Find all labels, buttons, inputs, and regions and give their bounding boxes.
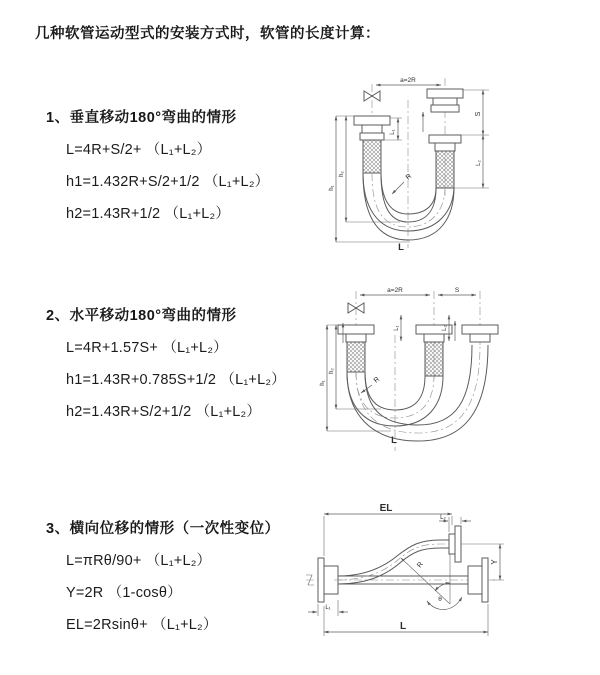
dim-label-r: R xyxy=(416,560,425,570)
dim-label-el: EL xyxy=(379,503,393,514)
formula-line: h2=1.43R+1/2 （L₁+L₂） xyxy=(66,206,231,222)
flange-fitting-left xyxy=(354,116,390,173)
dim-label-l2: L₂ xyxy=(440,515,446,521)
dim-label-r: R xyxy=(372,375,382,385)
dim-label-l: L xyxy=(399,621,407,632)
braided-hose-section xyxy=(425,342,443,376)
dim-label-l2: L₂ xyxy=(442,325,448,331)
extension-line xyxy=(324,516,452,556)
flange-fitting-right-upper xyxy=(427,89,463,112)
diagram-horizontal-bend xyxy=(315,283,560,458)
flange-fitting-right-lower xyxy=(429,135,461,188)
braided-hose-section xyxy=(363,140,381,173)
dim-label-h1: h₁ xyxy=(320,380,326,386)
formula-line: L=4R+1.57S+ （L₁+L₂） xyxy=(66,340,228,356)
dim-label-h2: h₂ xyxy=(339,171,345,177)
formula-line: h2=1.43R+S/2+1/2 （L₁+L₂） xyxy=(66,404,262,420)
formula-line: EL=2Rsinθ+ （L₁+L₂） xyxy=(66,617,218,633)
section-lateral-displacement xyxy=(46,517,280,634)
dim-label-h1: h₁ xyxy=(329,185,335,191)
flange-fitting-left xyxy=(338,325,374,372)
dim-label-l: L xyxy=(398,242,404,253)
flange-fitting-right-shifted xyxy=(462,325,498,342)
braided-hose-section xyxy=(436,151,454,188)
dim-label-s: S xyxy=(454,287,460,294)
formula-line: Y=2R （1-cosθ） xyxy=(66,585,182,601)
braided-hose-section xyxy=(347,342,365,372)
flange-fitting-right-upper xyxy=(449,526,461,562)
dim-label-y: Y xyxy=(490,559,499,565)
dim-label-s: S xyxy=(475,111,482,117)
dim-label-h2: h₂ xyxy=(329,368,335,374)
section-heading: 2、水平移动180°弯曲的情形 xyxy=(46,308,237,324)
dim-label-r: R xyxy=(404,172,414,182)
valve-icon xyxy=(364,91,380,101)
dim-label-a2r: a=2R xyxy=(387,287,403,294)
section-vertical-bend xyxy=(46,106,269,223)
radius-leader xyxy=(392,182,404,194)
hose-s-curve xyxy=(334,540,461,584)
diagram-lateral-displacement xyxy=(300,500,600,650)
formula-line: L=πRθ/90+ （L₁+L₂） xyxy=(66,553,212,569)
dim-label-l1: L₁ xyxy=(390,129,396,135)
radius-line xyxy=(401,558,450,604)
dim-label-l1: L₁ xyxy=(325,605,331,611)
section-heading: 1、垂直移动180°弯曲的情形 xyxy=(46,110,237,126)
flange-fitting-right-lower xyxy=(468,558,488,602)
section-heading: 3、横向位移的情形（一次性变位） xyxy=(46,521,280,537)
dim-label-l2: L₂ xyxy=(476,160,482,166)
formula-line: h1=1.432R+S/2+1/2 （L₁+L₂） xyxy=(66,174,270,190)
dim-label-theta: θ xyxy=(438,596,442,603)
dim-label-a2r: a=2R xyxy=(400,77,416,84)
dim-label-l: L xyxy=(391,435,397,446)
section-horizontal-bend xyxy=(46,304,286,421)
formula-line: L=4R+S/2+ （L₁+L₂） xyxy=(66,142,212,158)
dim-label-l1: L₁ xyxy=(394,325,400,331)
flange-fitting-middle xyxy=(416,325,452,376)
page-title: 几种软管运动型式的安装方式时，软管的长度计算： xyxy=(35,26,380,42)
diagram-vertical-bend xyxy=(312,70,552,260)
formula-line: h1=1.43R+0.785S+1/2 （L₁+L₂） xyxy=(66,372,286,388)
